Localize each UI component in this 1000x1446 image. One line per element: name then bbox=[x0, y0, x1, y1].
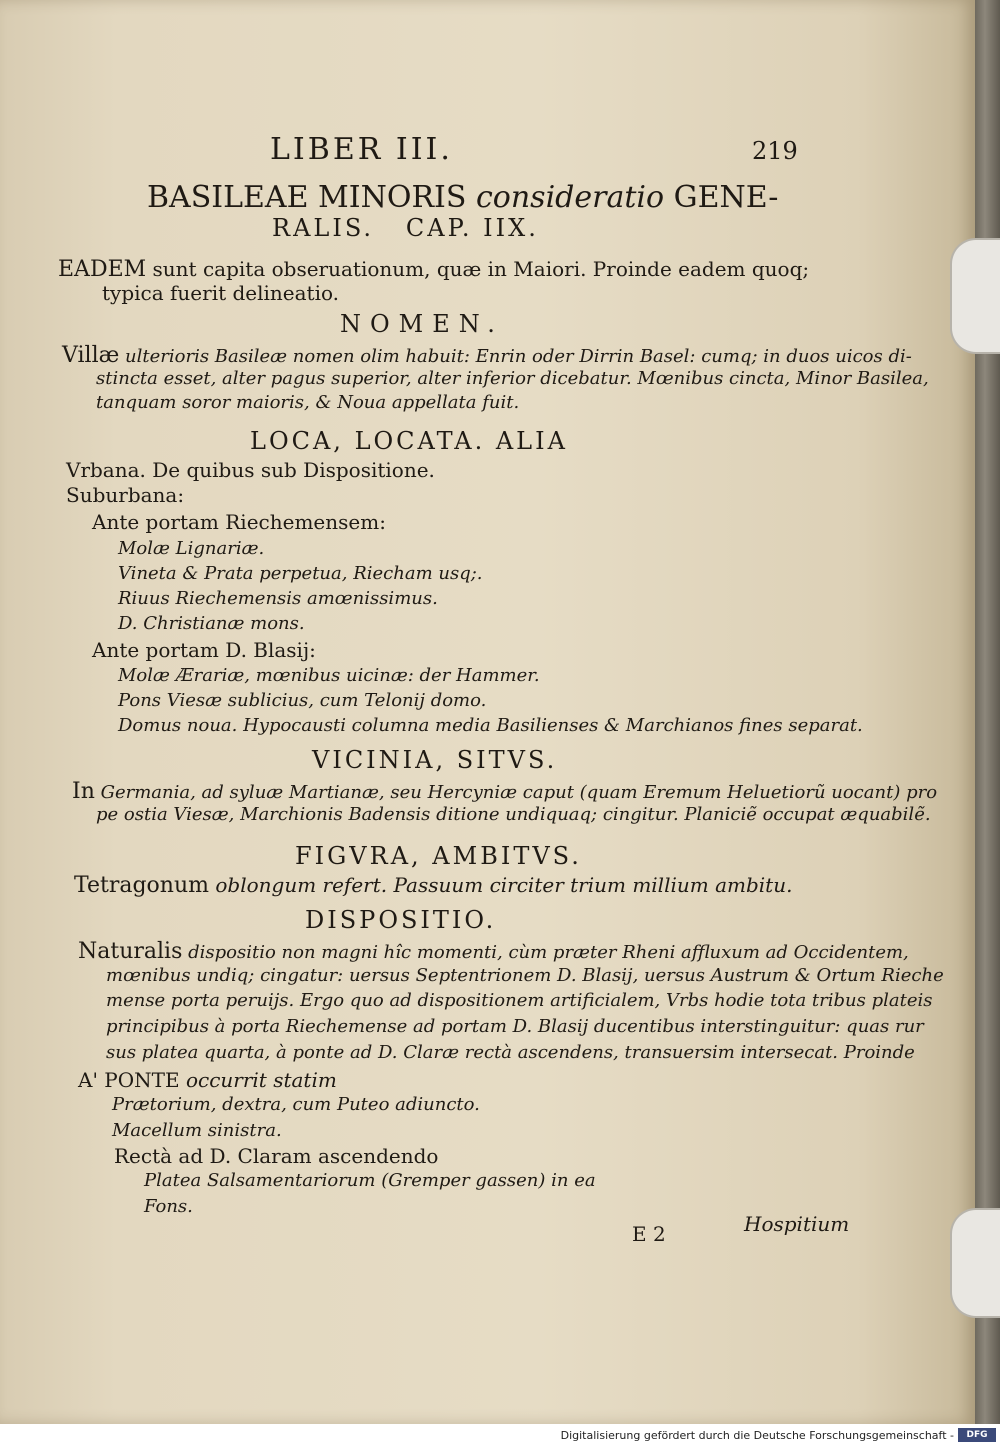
nomen-lead: Villæ bbox=[62, 343, 120, 368]
loca-ante2-item-3: Domus noua. Hypocausti columna media Basilienses & Marchianos fines separat. bbox=[118, 715, 863, 736]
loca-heading: LOCA, LOCATA. ALIA bbox=[250, 427, 568, 455]
figura-rest: oblongum refert. Passuum circiter trium millium ambitu. bbox=[215, 873, 793, 897]
book-clip-top bbox=[950, 238, 1000, 354]
dispositio-item-2: Macellum sinistra. bbox=[112, 1120, 282, 1141]
dispositio-line4: principibus à porta Riechemense ad portam D. Blasij ducentibus interstinguitur: quas rur bbox=[106, 1016, 924, 1037]
vicinia-line2: pe ostia Viesæ, Marchionis Badensis ditione undiquaq; cingitur. Planiciẽ occupat æquabilẽ. bbox=[96, 804, 931, 825]
dispositio-lead: Naturalis bbox=[78, 939, 183, 964]
loca-ante1-item-1: Molæ Lignariæ. bbox=[118, 538, 265, 559]
loca-ante1-item-4: D. Christianæ mons. bbox=[118, 613, 305, 634]
chapter-title-part-a: BASILEAE MINORIS bbox=[147, 180, 467, 215]
chapter-title-line2: RALIS. CAP. IIX. bbox=[272, 214, 539, 242]
dispositio-heading: DISPOSITIO. bbox=[305, 906, 497, 934]
dispositio-item-1: Prætorium, dextra, cum Puteo adiuncto. bbox=[112, 1094, 480, 1115]
dispositio-rest: dispositio non magni hîc momenti, cùm præter Rheni affluxum ad Occidentem, bbox=[188, 942, 909, 963]
loca-ante1-item-3: Riuus Riechemensis amœnissimus. bbox=[118, 588, 438, 609]
figura-lead: Tetragonum bbox=[74, 873, 209, 898]
footer-bar bbox=[0, 1424, 1000, 1446]
loca-ante1: Ante portam Riechemensem: bbox=[92, 510, 386, 534]
dispositio-line3: mense porta peruijs. Ergo quo ad dispositionem artificialem, Vrbs hodie tota tribus plateis bbox=[106, 990, 933, 1011]
figura-line1 bbox=[74, 873, 792, 898]
vicinia-heading: VICINIA, SITVS. bbox=[312, 746, 558, 774]
nomen-heading: NOMEN. bbox=[340, 310, 504, 338]
nomen-line1 bbox=[62, 343, 912, 368]
dfg-logo: DFG bbox=[958, 1428, 996, 1442]
running-head-book: LIBER III. bbox=[270, 132, 453, 167]
signature-mark: E 2 bbox=[632, 1222, 666, 1246]
dispositio-recta-item-2: Fons. bbox=[144, 1196, 193, 1217]
book-clip-bottom bbox=[950, 1208, 1000, 1318]
dispositio-aponte bbox=[78, 1068, 337, 1092]
loca-ante2-item-2: Pons Viesæ sublicius, cum Telonij domo. bbox=[118, 690, 487, 711]
dispositio-line1 bbox=[78, 939, 909, 964]
vicinia-rest: Germania, ad syluæ Martianæ, seu Hercyniæ caput (quam Eremum Heluetiorũ uocant) pro bbox=[100, 782, 938, 803]
dispositio-line5: sus platea quarta, à ponte ad D. Claræ rectà ascendens, transuersim intersecat. Proinde bbox=[106, 1042, 915, 1063]
dispositio-recta: Rectà ad D. Claram ascendendo bbox=[114, 1144, 439, 1168]
loca-ante2: Ante portam D. Blasij: bbox=[92, 638, 316, 662]
intro-line2: typica fuerit delineatio. bbox=[102, 281, 340, 305]
vicinia-line1 bbox=[72, 779, 937, 804]
aponte-rest: occurrit statim bbox=[185, 1068, 337, 1092]
intro-rest: sunt capita obseruationum, quæ in Maiori. Proinde eadem quoq; bbox=[152, 257, 810, 281]
footer-credit: Digitalisierung gefördert durch die Deutsche Forschungsgemeinschaft - bbox=[560, 1429, 954, 1442]
loca-ante2-item-1: Molæ Ærariæ, mœnibus uicinæ: der Hammer. bbox=[118, 665, 540, 686]
nomen-line2: stincta esset, alter pagus superior, alter inferior dicebatur. Mœnibus cincta, Minor Basilea, bbox=[96, 368, 929, 389]
nomen-line3: tanquam soror maioris, & Noua appellata fuit. bbox=[96, 392, 520, 413]
intro-lead: EADEM bbox=[58, 257, 147, 282]
chapter-title-part-b: consideratio bbox=[476, 180, 665, 215]
dispositio-recta-item-1: Platea Salsamentariorum (Gremper gassen) in ea bbox=[144, 1170, 596, 1191]
catchword: Hospitium bbox=[744, 1212, 850, 1236]
chapter-title-part-c: GENE- bbox=[673, 180, 779, 215]
aponte-lead: A' PONTE bbox=[78, 1068, 180, 1092]
vicinia-lead: In bbox=[72, 779, 95, 804]
loca-suburbana: Suburbana: bbox=[66, 483, 185, 507]
nomen-rest: ulterioris Basileæ nomen olim habuit: Enrin oder Dirrin Basel: cumq; in duos uicos di- bbox=[125, 346, 912, 367]
intro-line1 bbox=[58, 257, 809, 282]
figura-heading: FIGVRA, AMBITVS. bbox=[295, 842, 582, 870]
dispositio-line2: mœnibus undiq; cingatur: uersus Septentrionem D. Blasij, uersus Austrum & Ortum Rieche bbox=[106, 965, 944, 986]
loca-ante1-item-2: Vineta & Prata perpetua, Riecham usq;. bbox=[118, 563, 483, 584]
loca-urbana: Vrbana. De quibus sub Dispositione. bbox=[66, 458, 435, 482]
chapter-title-line1 bbox=[147, 180, 778, 215]
page-number: 219 bbox=[752, 137, 798, 165]
